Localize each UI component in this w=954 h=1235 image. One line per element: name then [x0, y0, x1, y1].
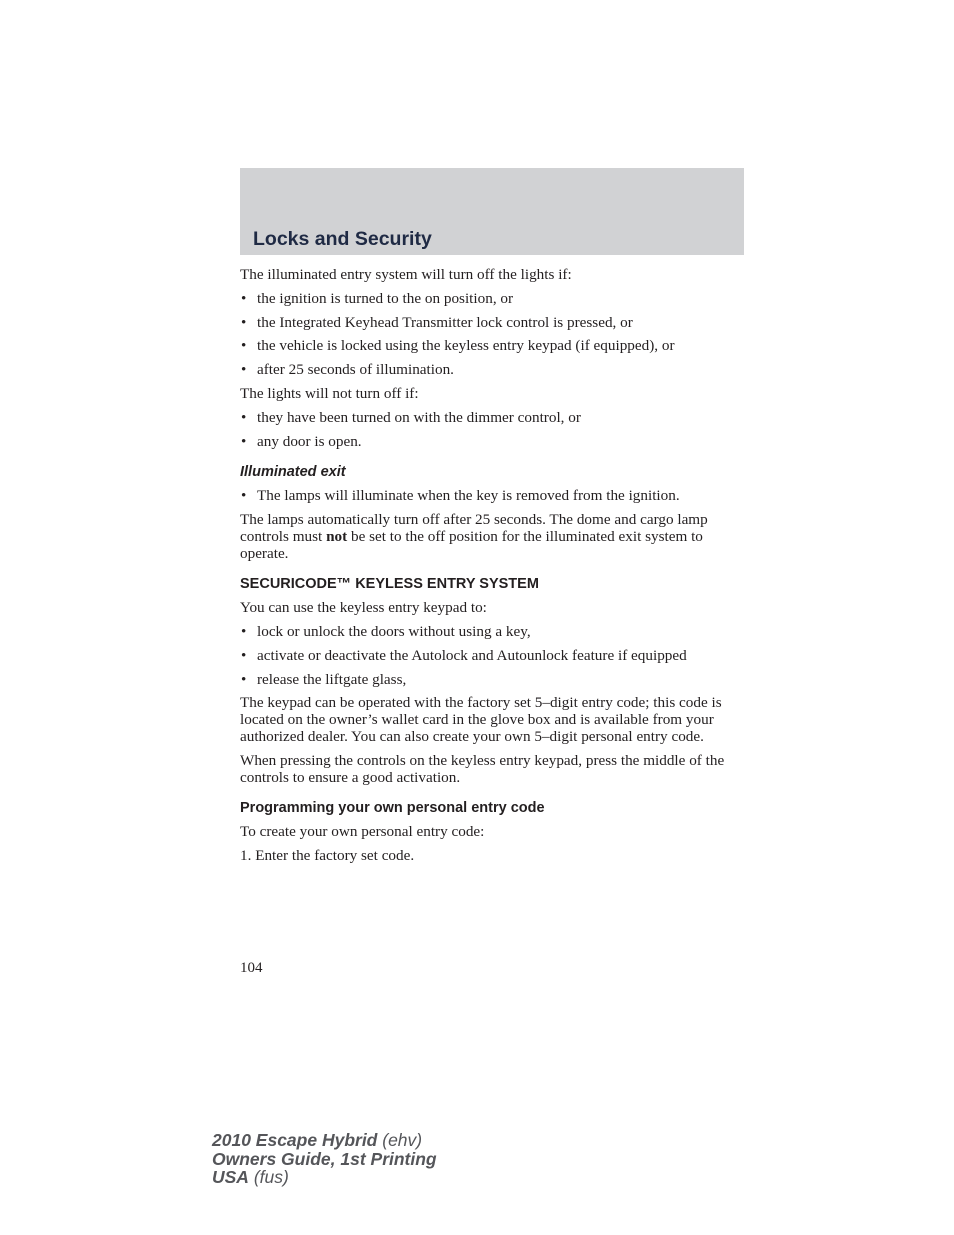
text-run: be set to the off position for the illuminated exit system to operate. — [240, 527, 703, 562]
paragraph-illuminated-exit — [240, 512, 744, 562]
paragraph-turn-off-intro: The illuminated entry system will turn off the lights if: — [240, 266, 572, 283]
step-1: 1. Enter the factory set code. — [240, 846, 415, 864]
footer-line-3 — [212, 1168, 437, 1187]
page-content — [240, 267, 744, 872]
paragraph-keypad-intro: You can use the keyless entry keypad to: — [240, 599, 487, 617]
list-item: • lock or unlock the doors without using a key, — [240, 624, 744, 641]
list-item: • activate or deactivate the Autolock and Autounlock feature if equipped — [240, 648, 744, 665]
list-item: • the Integrated Keyhead Transmitter lock control is pressed, or — [240, 315, 744, 332]
footer-model-code: (ehv) — [377, 1130, 423, 1150]
emphasis-text: not — [326, 527, 348, 545]
footer-market-code: (fus) — [248, 1167, 289, 1187]
list-item: • any door is open. — [240, 434, 744, 451]
page-number: 104 — [240, 960, 263, 976]
footer-model: 2010 Escape Hybrid — [212, 1130, 378, 1150]
paragraph-programming-intro: To create your own personal entry code: — [240, 823, 485, 841]
list-item: • the vehicle is locked using the keyless entry keypad (if equipped), or — [240, 338, 744, 355]
heading-illuminated-exit: Illuminated exit — [240, 464, 346, 481]
paragraph-pressing-controls: When pressing the controls on the keyless entry keypad, press the middle of the controls to ensure a good activation. — [240, 751, 725, 786]
text-run: The lamps automatically turn off after 25 seconds. The dome and cargo lamp controls must — [240, 510, 708, 545]
list-item: • after 25 seconds of illumination. — [240, 362, 744, 379]
list-item: • they have been turned on with the dimmer control, or — [240, 410, 744, 427]
paragraph-factory-code: The keypad can be operated with the factory set 5–digit entry code; this code is located on the owner’s wallet card in the glove box and is available from your authorized dealer. You can also create your own 5–digit personal entry code. — [240, 694, 722, 745]
list-item: • the ignition is turned to the on position, or — [240, 291, 744, 308]
section-header-band — [240, 168, 744, 255]
footer-market: USA — [212, 1167, 249, 1187]
section-title: Locks and Security — [253, 228, 432, 250]
heading-programming: Programming your own personal entry code — [240, 800, 545, 817]
paragraph-not-off-intro: The lights will not turn off if: — [240, 384, 419, 402]
document-footer — [212, 1131, 437, 1187]
list-item: • release the liftgate glass, — [240, 672, 744, 689]
heading-securicode: SECURICODE™ KEYLESS ENTRY SYSTEM — [240, 576, 539, 593]
footer-line-1 — [212, 1131, 437, 1150]
list-item: • The lamps will illuminate when the key is removed from the ignition. — [240, 488, 744, 505]
footer-line-2: Owners Guide, 1st Printing — [212, 1148, 437, 1169]
